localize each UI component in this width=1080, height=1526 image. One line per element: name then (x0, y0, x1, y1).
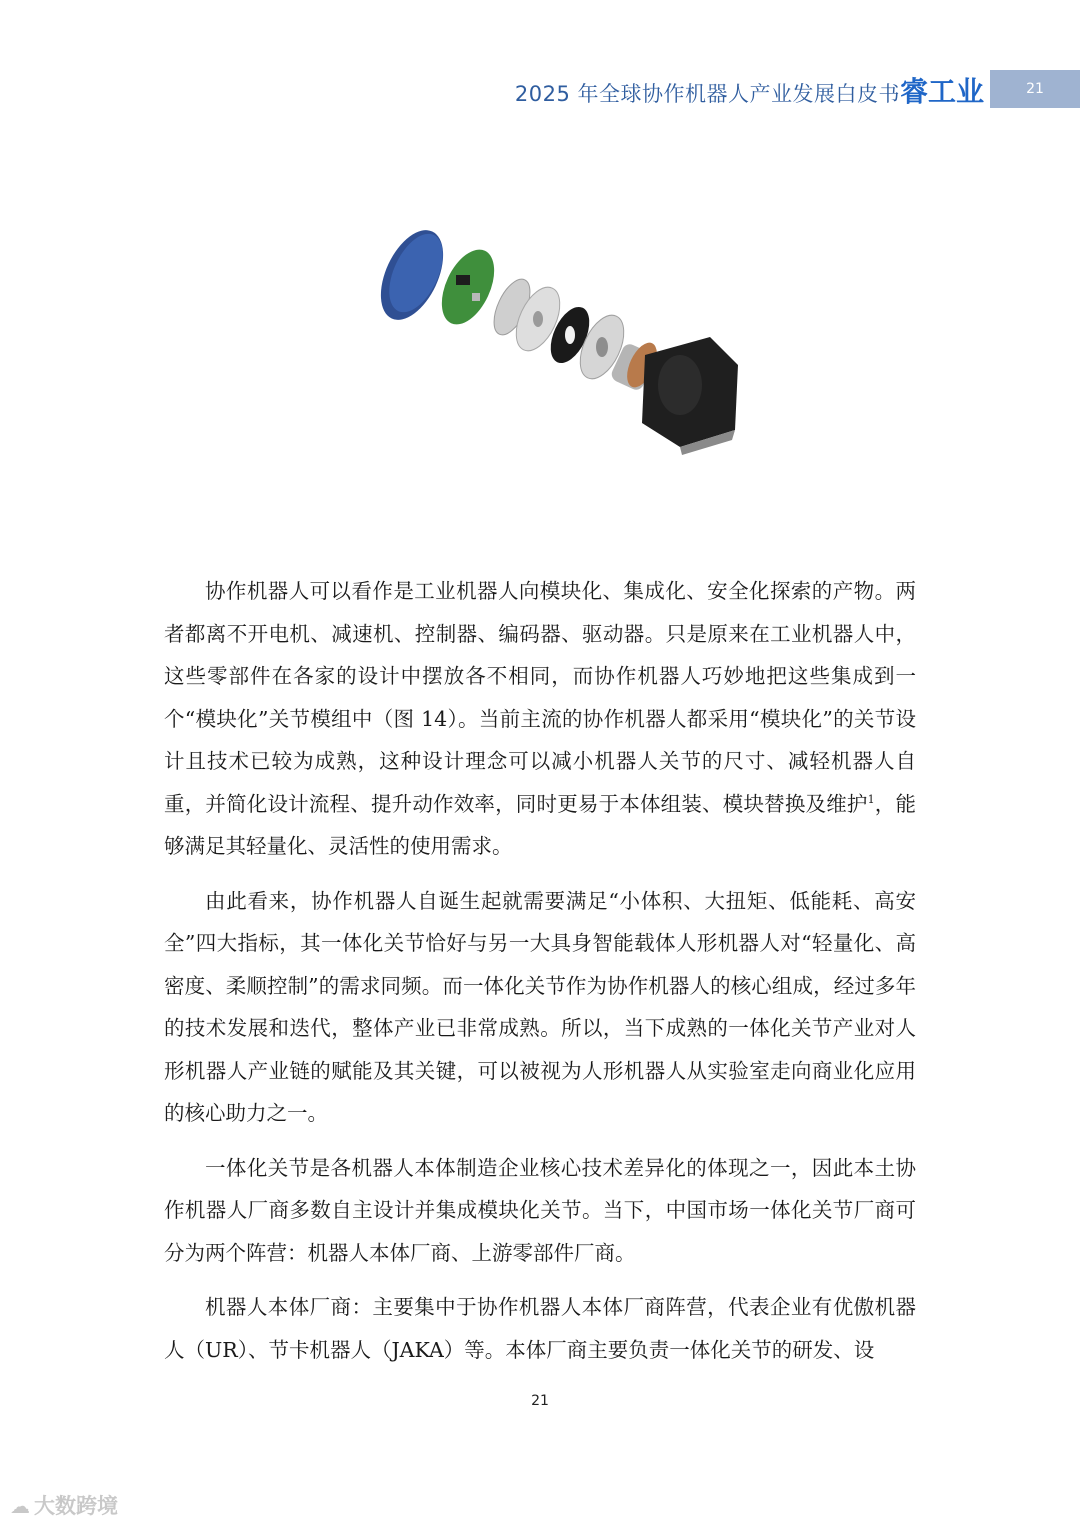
page-header (0, 70, 1080, 110)
header-brand-logo: 睿工业 (899, 75, 984, 108)
footnote-ref[interactable]: 1 (867, 792, 875, 806)
paragraph: 由此看来，协作机器人自诞生起就需要满足“小体积、大扭矩、低能耗、高安全”四大指标，其一体化关节恰好与另一大具身智能载体人形机器人对“轻量化、高密度、柔顺控制”的需求同频。而一体化关节作为协作机器人的核心组成，经过多年的技术发展和迭代，整体产业已非常成熟。所以，当下成熟的一体化关节产业对人形机器人产业链的赋能及其关键，可以被视为人形机器人从实验室走向商业化应用的核心助力之一。 (164, 888, 916, 1125)
paragraph: 一体化关节是各机器人本体制造企业核心技术差异化的体现之一，因此本土协作机器人厂商多数自主设计并集成模块化关节。当下，中国市场一体化关节厂商可分为两个阵营：机器人本体厂商、上游零部件厂商。 (164, 1155, 916, 1265)
paragraph: 协作机器人可以看作是工业机器人向模块化、集成化、安全化探索的产物。两者都离不开电机、减速机、控制器、编码器、驱动器。只是原来在工业机器人中，这些零部件在各家的设计中摆放各不相同，而协作机器人巧妙地把这些集成到一个“模块化”关节模组中（图 14）。当前主流的协作机器人都采用“模块化”的关节设计且技术已较为成熟，这种设计理念可以减小机器人关节的尺寸、减轻机器人自重，并简化设计流程、提升动作效率，同时更易于本体组装、模块替换及维护$^1$，能够满足其轻量化、灵活性的使用需求。 (164, 579, 916, 858)
robot-joint-exploded-view-icon (380, 215, 750, 455)
header-page-tab: 21 (990, 70, 1080, 108)
figure-joint-exploded-view (380, 215, 750, 455)
page-number: 21 (531, 1393, 549, 1409)
watermark: ☁ 大数跨境 (10, 1494, 118, 1518)
header-title: 2025 年全球协作机器人产业发展白皮书 (514, 82, 900, 106)
watermark-logo-icon: ☁ (10, 1494, 30, 1518)
paragraph: 机器人本体厂商：主要集中于协作机器人本体厂商阵营，代表企业有优傲机器人（UR）、节卡机器人（JAKA）等。本体厂商主要负责一体化关节的研发、设 (164, 1295, 916, 1362)
body-text (164, 570, 916, 1383)
